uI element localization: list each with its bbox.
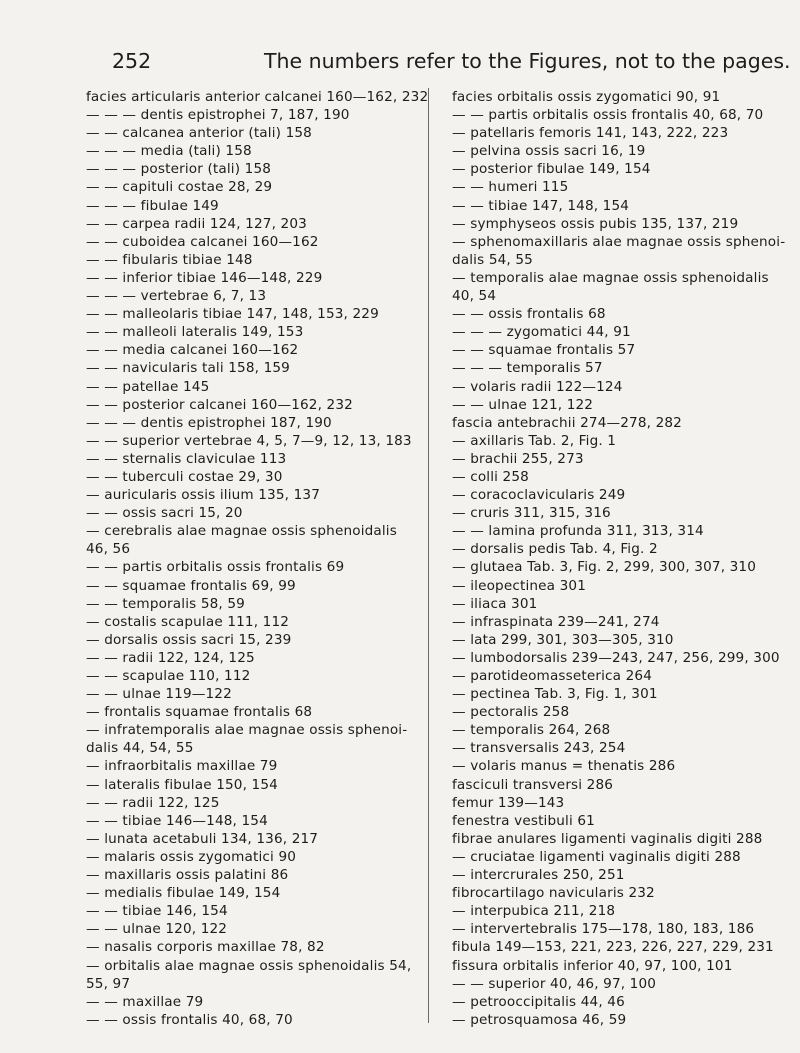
index-entry: — — capituli costae 28, 29 [86,179,273,196]
index-entry: — — humeri 115 [452,179,569,196]
index-entry: — — lamina profunda 311, 313, 314 [452,523,704,540]
index-entry: — pelvina ossis sacri 16, 19 [452,143,646,160]
index-entry: — — posterior calcanei 160—162, 232 [86,396,353,413]
index-entry: — cruciatae ligamenti vaginalis digiti 288 [452,848,741,865]
index-entry: — parotideomasseterica 264 [452,668,653,684]
index-entry: — frontalis squamae frontalis 68 [86,704,313,721]
index-entry: — costalis scapulae 111, 112 [86,613,290,630]
index-entry: — — ossis sacri 15, 20 [86,505,243,522]
index-entry: — brachii 255, 273 [452,450,584,467]
index-entry: — axillaris Tab. 2, Fig. 1 [452,432,617,449]
index-entry: — — tibiae 146, 154 [86,903,228,920]
running-title: The numbers refer to the Figures, not to the pages. [264,49,791,73]
index-entry: — — calcanea anterior (tali) 158 [86,125,312,142]
index-entry: — — scapulae 110, 112 [86,668,251,684]
index-entry: 40, 54 [452,288,497,305]
index-entry: — pectinea Tab. 3, Fig. 1, 301 [452,686,658,703]
index-entry: — infraorbitalis maxillae 79 [86,758,278,775]
index-entry: — — carpea radii 124, 127, 203 [86,215,307,232]
index-entry: fibrae anulares ligamenti vaginalis digiti 288 [452,830,763,847]
index-entry: fissura orbitalis inferior 40, 97, 100, 101 [452,957,733,974]
index-entry: dalis 44, 54, 55 [86,740,194,757]
index-entry: — auricularis ossis ilium 135, 137 [86,487,320,504]
index-entry: — — cuboidea calcanei 160—162 [86,233,319,250]
index-entry: — coracoclavicularis 249 [452,487,626,504]
index-column-right [452,88,792,1029]
index-entry: — volaris radii 122—124 [452,378,623,395]
index-entry: — — — zygomatici 44, 91 [452,324,631,341]
index-entry: fibrocartilago navicularis 232 [452,885,655,902]
index-entry: — malaris ossis zygomatici 90 [86,848,297,865]
index-entry: — pectoralis 258 [452,704,570,721]
index-entry: — petrooccipitalis 44, 46 [452,993,625,1010]
index-entry: — — sternalis claviculae 113 [86,450,287,467]
index-entry: — glutaea Tab. 3, Fig. 2, 299, 300, 307, 310 [452,559,757,576]
index-entry: — — tibiae 146—148, 154 [86,812,268,829]
index-entry: 55, 97 [86,975,131,992]
index-entry: facies articularis anterior calcanei 160—162, 232 [86,89,429,105]
index-entry: — — superior vertebrae 4, 5, 7—9, 12, 13, 183 [86,432,412,449]
index-entry: — nasalis corporis maxillae 78, 82 [86,939,325,956]
column-divider [428,88,429,1023]
index-entry: — — squamae frontalis 69, 99 [86,577,296,594]
index-entry: — — inferior tibiae 146—148, 229 [86,269,323,286]
index-entry: — colli 258 [452,468,529,485]
index-entry: — — ulnae 120, 122 [86,921,228,938]
index-entry: — — fibularis tibiae 148 [86,251,253,268]
index-entry: — — media calcanei 160—162 [86,342,299,359]
index-entry: — — — posterior (tali) 158 [86,161,272,178]
index-entry: — lata 299, 301, 303—305, 310 [452,631,674,648]
index-entry: — cerebralis alae magnae ossis sphenoidalis [86,523,397,540]
index-entry: — — radii 122, 124, 125 [86,649,255,666]
index-entry: — — ossis frontalis 68 [452,306,606,323]
index-entry: — lateralis fibulae 150, 154 [86,776,278,793]
index-entry: — — tibiae 147, 148, 154 [452,197,630,214]
index-entry: — iliaca 301 [452,595,538,612]
page-number: 252 [112,49,152,73]
index-entry: — — navicularis tali 158, 159 [86,360,290,377]
index-entry: — — ossis frontalis 40, 68, 70 [86,1011,293,1028]
index-entry: — intervertebralis 175—178, 180, 183, 186 [452,921,755,938]
index-entry: — lunata acetabuli 134, 136, 217 [86,830,319,847]
index-entry: — — ulnae 121, 122 [452,396,594,413]
index-entry: — — partis orbitalis ossis frontalis 69 [86,559,345,576]
index-entry: fasciculi transversi 286 [452,776,614,793]
index-entry: — orbitalis alae magnae ossis sphenoidalis 54, [86,957,412,974]
index-entry: — — ulnae 119—122 [86,686,232,703]
index-entry: — — — media (tali) 158 [86,143,252,160]
index-entry: — infratemporalis alae magnae ossis sphenoi- [86,722,408,739]
index-entry: femur 139—143 [452,794,565,811]
index-entry: — — — vertebrae 6, 7, 13 [86,288,267,305]
page-header [112,46,791,76]
index-entry: — lumbodorsalis 239—243, 247, 256, 299, 300 [452,649,780,666]
index-entry: — medialis fibulae 149, 154 [86,885,281,902]
index-entry: — — malleolaris tibiae 147, 148, 153, 229 [86,306,379,323]
index-entry: — posterior fibulae 149, 154 [452,161,651,178]
index-entry: — — radii 122, 125 [86,794,220,811]
index-entry: — — maxillae 79 [86,993,204,1010]
index-entry: — — — fibulae 149 [86,197,219,214]
index-entry: — — — temporalis 57 [452,360,603,377]
index-entry: — symphyseos ossis pubis 135, 137, 219 [452,215,739,232]
index-entry: — petrosquamosa 46, 59 [452,1011,627,1028]
index-entry: — dorsalis pedis Tab. 4, Fig. 2 [452,541,658,558]
index-entry: — — superior 40, 46, 97, 100 [452,975,657,992]
index-entry: fascia antebrachii 274—278, 282 [452,414,682,431]
index-entry: dalis 54, 55 [452,251,533,268]
index-entry: — patellaris femoris 141, 143, 222, 223 [452,125,729,142]
index-column-left [86,88,429,1029]
index-entry: 46, 56 [86,541,131,558]
index-entry: fibula 149—153, 221, 223, 226, 227, 229, 231 [452,939,774,956]
index-entry: — interpubica 211, 218 [452,903,616,920]
index-entry: — temporalis 264, 268 [452,722,611,739]
index-entry: — maxillaris ossis palatini 86 [86,867,289,884]
index-entry: — cruris 311, 315, 316 [452,505,611,522]
index-entry: — intercrurales 250, 251 [452,867,625,884]
index-entry: — dorsalis ossis sacri 15, 239 [86,631,292,648]
index-entry: facies orbitalis ossis zygomatici 90, 91 [452,89,721,105]
index-entry: — volaris manus = thenatis 286 [452,758,676,775]
index-entry: — — tuberculi costae 29, 30 [86,468,283,485]
index-entry: — — — dentis epistrophei 187, 190 [86,414,332,431]
index-entry: — sphenomaxillaris alae magnae ossis sphenoi- [452,233,786,250]
index-entry: — temporalis alae magnae ossis sphenoidalis [452,269,769,286]
index-entry: fenestra vestibuli 61 [452,812,595,829]
index-entry: — — temporalis 58, 59 [86,595,245,612]
index-entry: — ileopectinea 301 [452,577,586,594]
index-entry: — — partis orbitalis ossis frontalis 40, 68, 70 [452,107,764,124]
index-entry: — — squamae frontalis 57 [452,342,636,359]
index-entry: — infraspinata 239—241, 274 [452,613,660,630]
index-entry: — — patellae 145 [86,378,210,395]
index-entry: — — malleoli lateralis 149, 153 [86,324,304,341]
index-entry: — — — dentis epistrophei 7, 187, 190 [86,107,350,124]
index-entry: — transversalis 243, 254 [452,740,626,757]
